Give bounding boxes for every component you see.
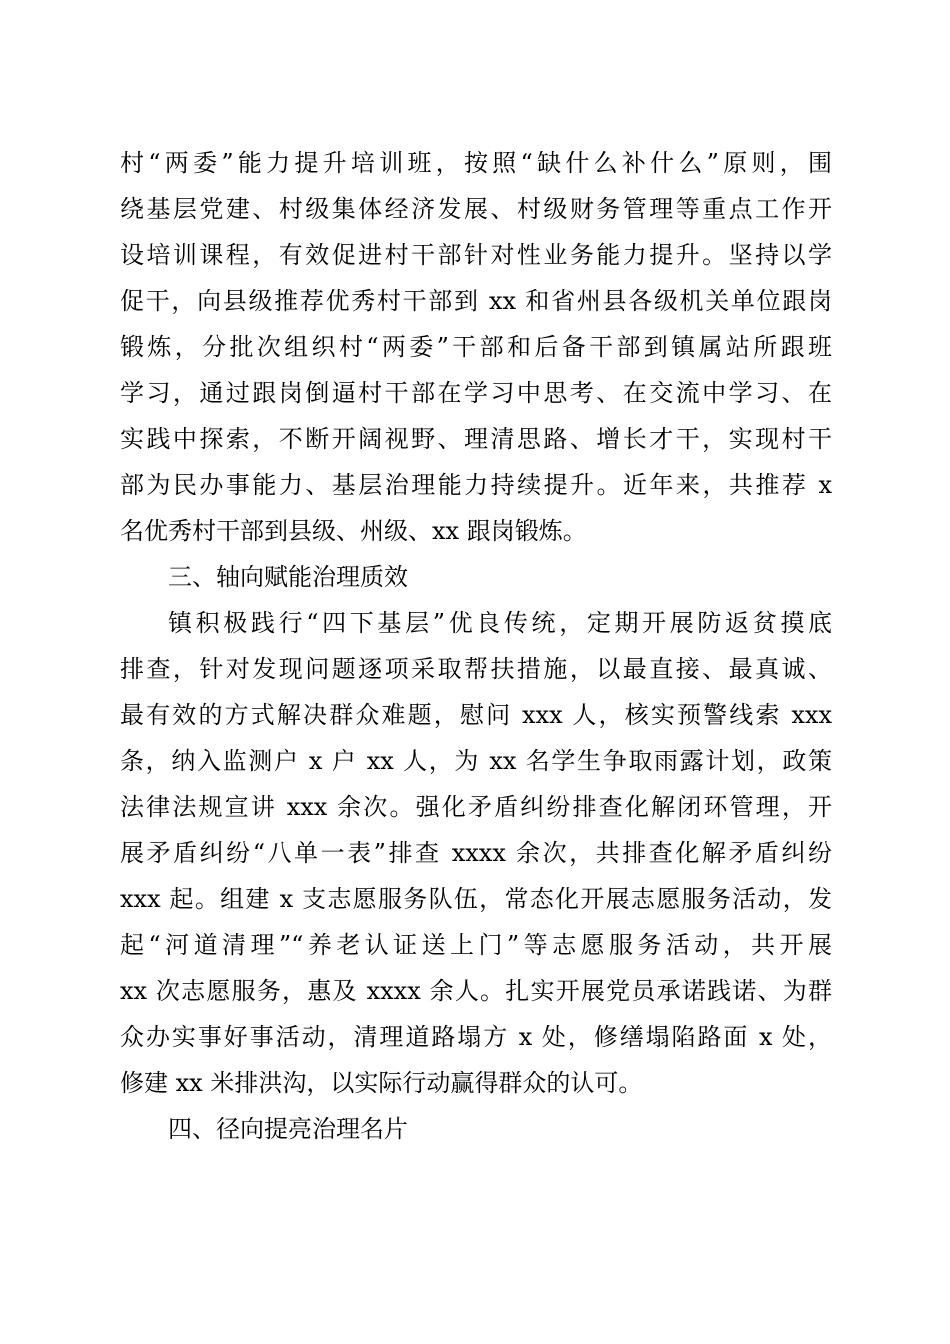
paragraph-line: 村“两委”能力提升培训班，按照“缺什么补什么”原则，围 xyxy=(120,149,832,177)
paragraph-line: 学习，通过跟岗倒逼村干部在学习中思考、在交流中学习、在 xyxy=(120,379,832,407)
paragraph-line: 设培训课程，有效促进村干部针对性业务能力提升。坚持以学 xyxy=(120,241,832,269)
paragraph-line: 锻炼，分批次组织村“两委”干部和后备干部到镇属站所跟班 xyxy=(120,333,832,361)
paragraph-line: 绕基层党建、村级集体经济发展、村级财务管理等重点工作开 xyxy=(120,195,832,223)
paragraph-line: 名优秀村干部到县级、州级、xx 跟岗锻炼。 xyxy=(120,517,587,545)
paragraph-line: 条，纳入监测户 x 户 xx 人，为 xx 名学生争取雨露计划，政策 xyxy=(120,747,832,775)
paragraph-line: 法律法规宣讲 xxx 余次。强化矛盾纠纷排查化解闭环管理，开 xyxy=(120,793,832,821)
paragraph-line: xx 次志愿服务，惠及 xxxx 余人。扎实开展党员承诺践诺、为群 xyxy=(120,977,832,1005)
paragraph-line: 实践中探索，不断开阔视野、理清思路、增长才干，实现村干 xyxy=(120,425,832,453)
paragraph-line: 镇积极践行“四下基层”优良传统，定期开展防返贫摸底 xyxy=(168,609,832,637)
paragraph-line: 修建 xx 米排洪沟，以实际行动赢得群众的认可。 xyxy=(120,1069,643,1097)
paragraph-line: 排查，针对发现问题逐项采取帮扶措施，以最直接、最真诚、 xyxy=(120,655,832,683)
paragraph-line: 部为民办事能力、基层治理能力持续提升。近年来，共推荐 x xyxy=(120,471,832,499)
paragraph-line: 众办实事好事活动，清理道路塌方 x 处，修缮塌陷路面 x 处， xyxy=(120,1023,832,1051)
section-heading-3: 三、轴向赋能治理质效 xyxy=(168,563,408,591)
section-heading-4: 四、径向提亮治理名片 xyxy=(168,1115,408,1143)
paragraph-line: 最有效的方式解决群众难题，慰问 xxx 人，核实预警线索 xxx xyxy=(120,701,832,729)
paragraph-line: 展矛盾纠纷“八单一表”排查 xxxx 余次，共排查化解矛盾纠纷 xyxy=(120,839,832,867)
paragraph-line: xxx 起。组建 x 支志愿服务队伍，常态化开展志愿服务活动，发 xyxy=(120,885,832,913)
paragraph-line: 起“河道清理”“养老认证送上门”等志愿服务活动，共开展 xyxy=(120,931,832,959)
paragraph-line: 促干，向县级推荐优秀村干部到 xx 和省州县各级机关单位跟岗 xyxy=(120,287,832,315)
